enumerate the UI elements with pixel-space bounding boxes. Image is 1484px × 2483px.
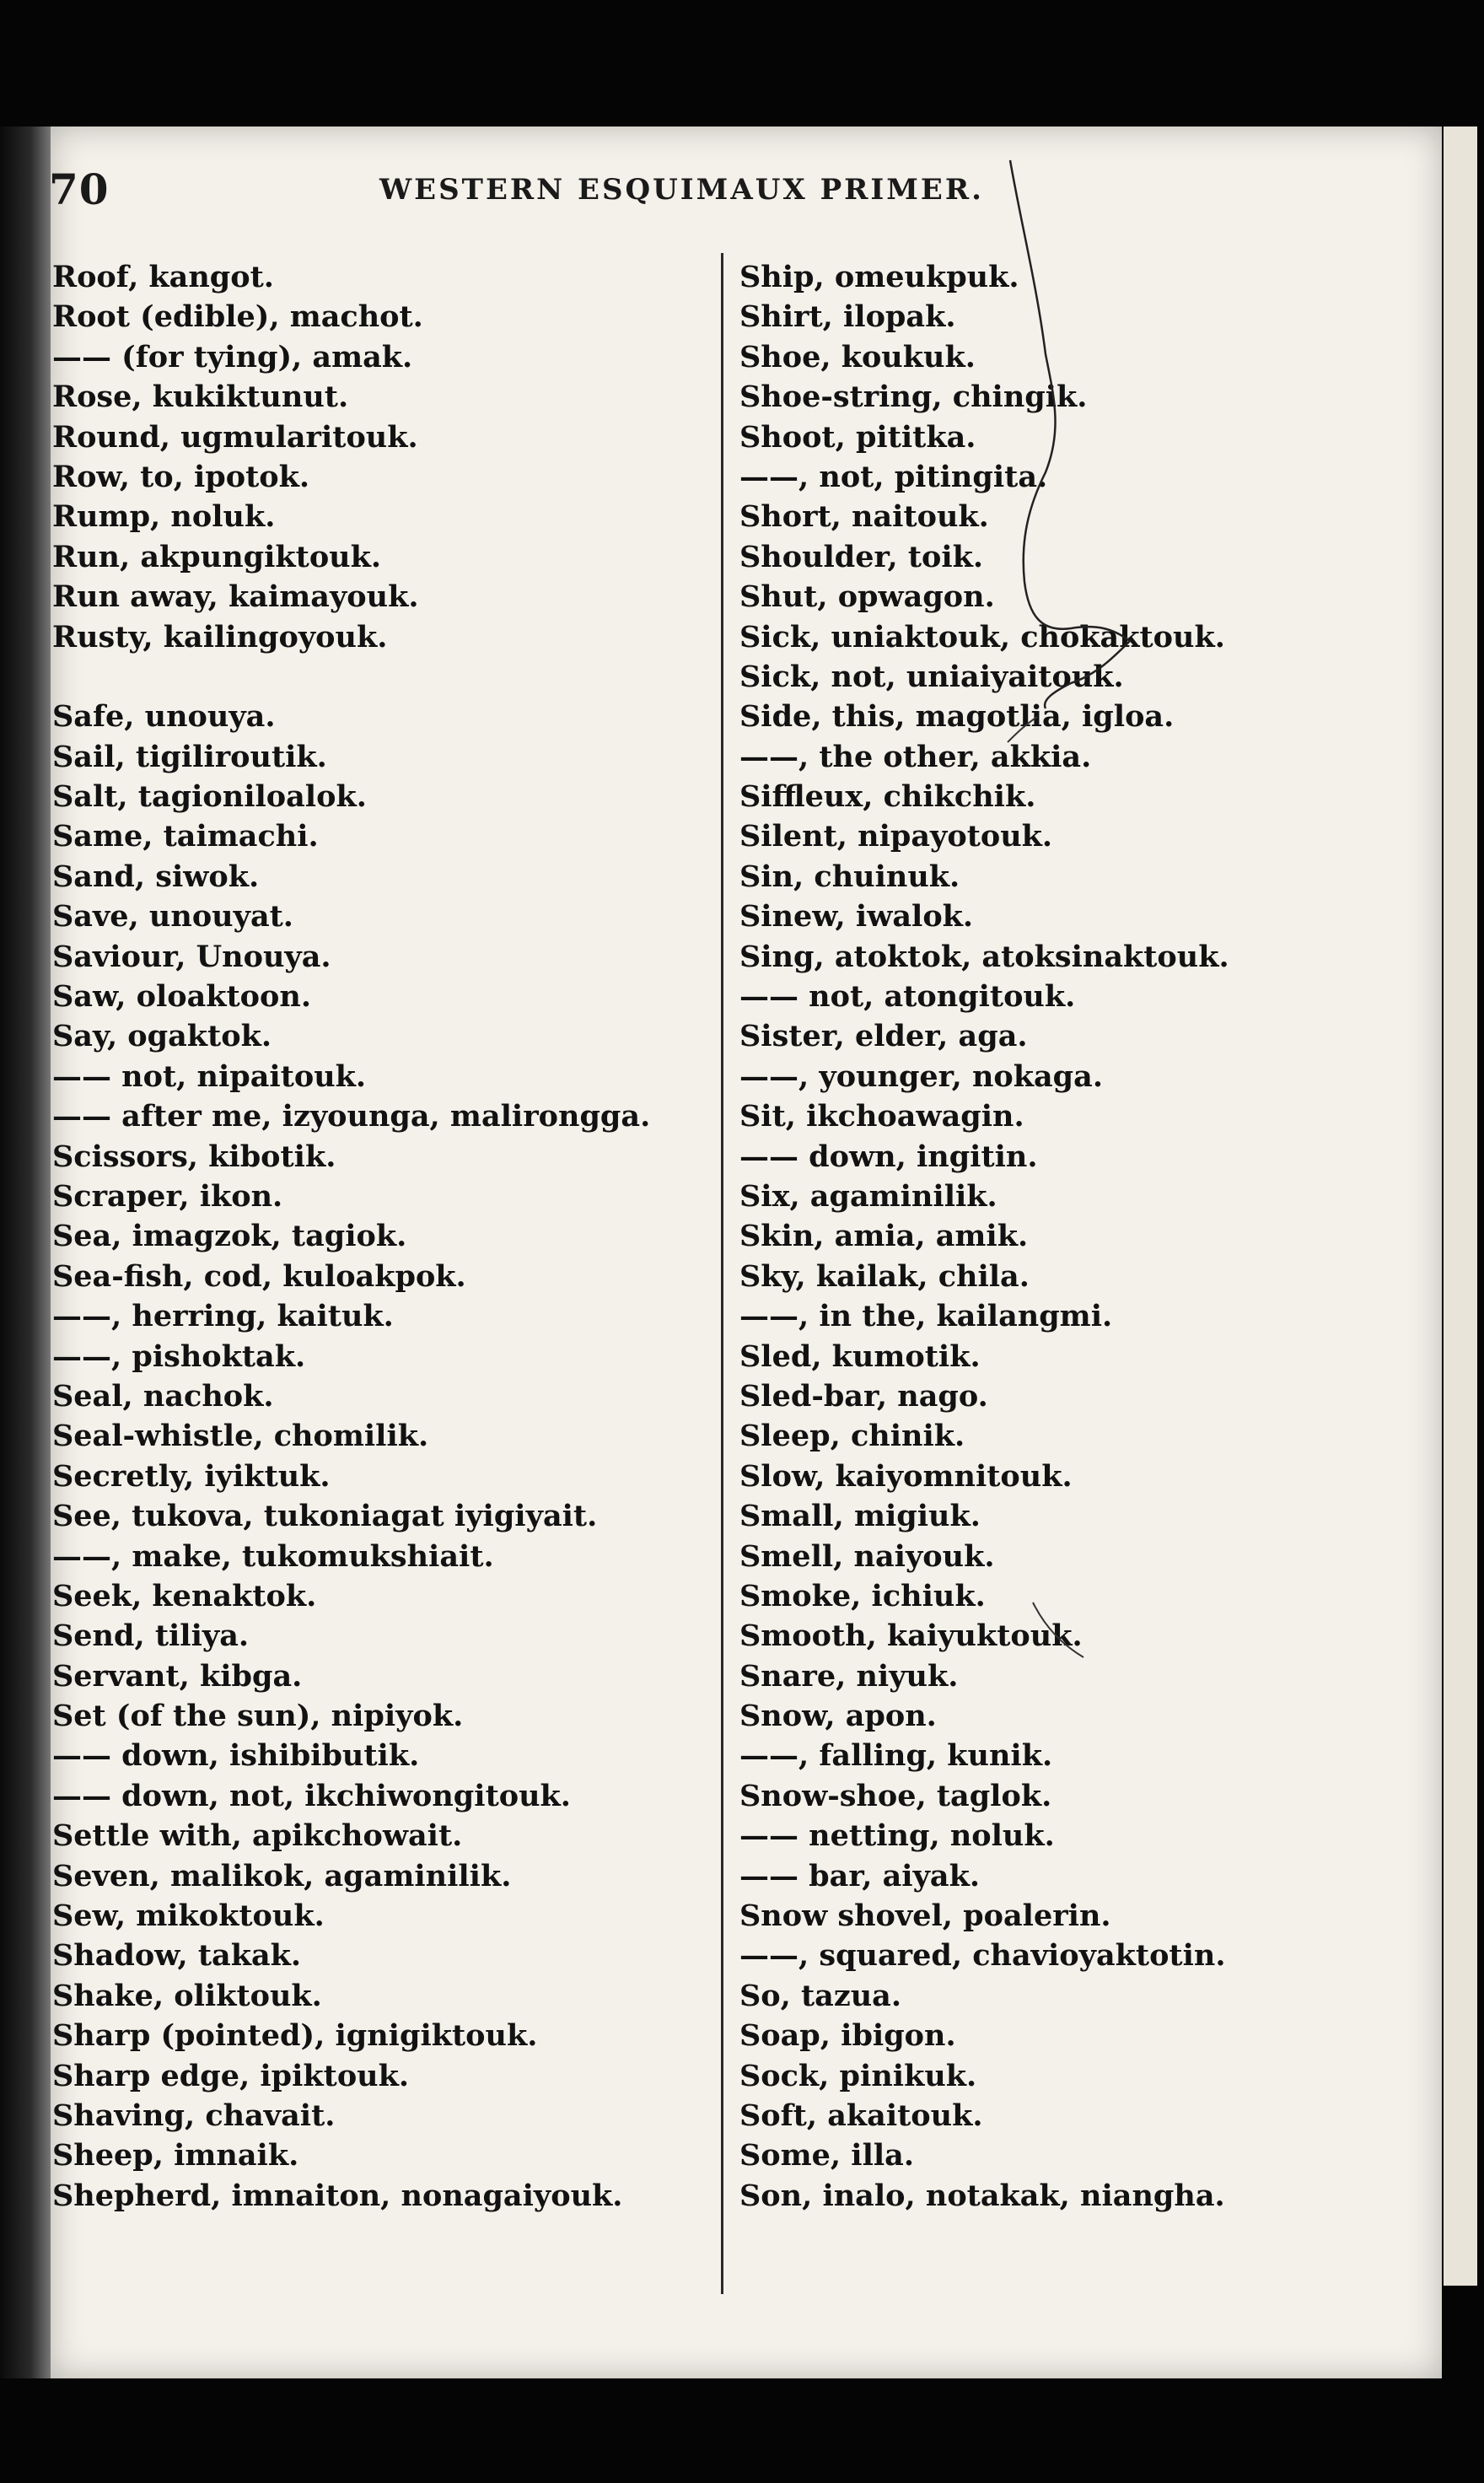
dictionary-entry: —— down, not, ikchiwongitouk. [52, 1778, 571, 1813]
dictionary-entry: Skin, amia, amik. [739, 1219, 1029, 1254]
dictionary-entry: Sock, pinikuk. [739, 2058, 977, 2093]
dictionary-entry: Shepherd, imnaiton, nonagaiyouk. [52, 2178, 623, 2213]
dictionary-entry: Sea, imagzok, tagiok. [52, 1219, 407, 1254]
dictionary-entry: Siffleux, chikchik. [739, 779, 1036, 815]
left-column [52, 257, 718, 2216]
dictionary-entry: Soap, ibigon. [739, 2018, 956, 2054]
dictionary-entry: —— after me, izyounga, malirongga. [52, 1099, 651, 1134]
dictionary-entry: Settle with, apikchowait. [52, 1818, 463, 1854]
dictionary-entry: Seek, kenaktok. [52, 1578, 317, 1613]
dictionary-entry: Sand, siwok. [52, 859, 260, 894]
dictionary-entry: Roof, kangot. [52, 260, 274, 294]
dictionary-entry: Son, inalo, notakak, niangha. [739, 2178, 1225, 2213]
dictionary-entry: Sinew, iwalok. [739, 899, 974, 934]
dictionary-entry: So, tazua. [739, 1978, 902, 2013]
dictionary-entry: Save, unouyat. [52, 899, 293, 934]
facing-page-edge [1444, 127, 1477, 2286]
dictionary-entry: Root (edible), machot. [52, 299, 423, 335]
dictionary-entry: Shut, opwagon. [739, 579, 995, 615]
dictionary-entry: Saviour, Unouya. [52, 939, 331, 974]
dictionary-entry: ——, falling, kunik. [739, 1738, 1053, 1774]
dictionary-entry: Scraper, ikon. [52, 1178, 283, 1214]
dictionary-entry: Safe, unouya. [52, 699, 276, 735]
dictionary-entry: Sit, ikchoawagin. [739, 1099, 1024, 1134]
page-number: 70 [49, 164, 110, 214]
dictionary-entry: Shoulder, toik. [739, 539, 984, 574]
dictionary-entry: Run away, kaimayouk. [52, 579, 419, 615]
dictionary-entry: Smell, naiyouk. [739, 1538, 995, 1574]
dictionary-entry: Sick, uniaktouk, chokaktouk. [739, 619, 1225, 654]
dictionary-entry: —— (for tying), amak. [52, 339, 413, 374]
dictionary-entry: —— bar, aiyak. [739, 1858, 981, 1893]
dictionary-entry: Side, this, magotlia, igloa. [739, 699, 1175, 735]
running-title: WESTERN ESQUIMAUX PRIMER. [379, 173, 984, 207]
dictionary-entry: Smooth, kaiyuktouk. [739, 1619, 1083, 1654]
right-column [739, 257, 1380, 2216]
dictionary-entry: Sled, kumotik. [739, 1338, 981, 1374]
dictionary-entry: Slow, kaiyomnitouk. [739, 1458, 1073, 1494]
dictionary-entry: Six, agaminilik. [739, 1178, 997, 1214]
dictionary-entry: Short, naitouk. [739, 499, 989, 535]
dictionary-entry: Sail, tigiliroutik. [52, 739, 327, 774]
dictionary-entry: —— not, nipaitouk. [52, 1058, 367, 1094]
dictionary-entry: Salt, tagioniloalok. [52, 779, 367, 815]
dictionary-entry: Scissors, kibotik. [52, 1139, 336, 1174]
dictionary-entry: ——, younger, nokaga. [739, 1058, 1104, 1094]
dictionary-entry: Sky, kailak, chila. [739, 1258, 1030, 1294]
dictionary-entry: ——, squared, chavioyaktotin. [739, 1938, 1226, 1974]
dictionary-entry: Rump, noluk. [52, 499, 276, 535]
dictionary-entry: Shadow, takak. [52, 1938, 302, 1974]
dictionary-entry: Secretly, iyiktuk. [52, 1458, 331, 1494]
dictionary-entry: Same, taimachi. [52, 819, 319, 854]
dictionary-entry: Sleep, chinik. [739, 1419, 965, 1454]
dictionary-entry: Shirt, ilopak. [739, 299, 956, 335]
dictionary-entry: Sled-bar, nago. [739, 1378, 988, 1414]
dictionary-entry: Sing, atoktok, atoksinaktouk. [739, 939, 1229, 974]
section-gap [52, 657, 718, 697]
dictionary-entry: Seven, malikok, agaminilik. [52, 1858, 512, 1893]
dictionary-entry: Seal, nachok. [52, 1378, 274, 1414]
dictionary-entry: Small, migiuk. [739, 1499, 981, 1534]
dictionary-entry: Sister, elder, aga. [739, 1019, 1028, 1054]
dictionary-entry: Rusty, kailingoyouk. [52, 619, 388, 654]
dictionary-entry: Seal-whistle, chomilik. [52, 1419, 429, 1454]
dictionary-entry: ——, make, tukomukshiait. [52, 1538, 494, 1574]
dictionary-entry: —— not, atongitouk. [739, 979, 1076, 1015]
dictionary-entry: ——, pishoktak. [52, 1338, 306, 1374]
dictionary-entry: Sharp (pointed), ignigiktouk. [52, 2018, 538, 2054]
dictionary-entry: —— down, ishibibutik. [52, 1738, 420, 1774]
dictionary-entry: Shake, oliktouk. [52, 1978, 322, 2013]
column-divider [721, 253, 723, 2294]
dictionary-entry: Shoe, koukuk. [739, 339, 976, 374]
dictionary-entry: ——, in the, kailangmi. [739, 1299, 1113, 1334]
dictionary-entry: —— netting, noluk. [739, 1818, 1055, 1854]
dictionary-entry: Snow-shoe, taglok. [739, 1778, 1052, 1813]
dictionary-entry: Some, illa. [739, 2138, 915, 2173]
dictionary-entry: Sheep, imnaik. [52, 2138, 299, 2173]
dictionary-entry: Sharp edge, ipiktouk. [52, 2058, 410, 2093]
dictionary-entry: Snow, apon. [739, 1699, 937, 1734]
dictionary-entry: Snow shovel, poalerin. [739, 1899, 1111, 1934]
dictionary-entry: Soft, akaitouk. [739, 2098, 983, 2133]
dictionary-entry: Rose, kukiktunut. [52, 380, 349, 415]
dictionary-entry: Servant, kibga. [52, 1658, 303, 1694]
dictionary-entry: Shoe-string, chingik. [739, 380, 1088, 415]
dictionary-entry: Silent, nipayotouk. [739, 819, 1053, 854]
dictionary-entry: Saw, oloaktoon. [52, 979, 312, 1015]
dictionary-entry: —— down, ingitin. [739, 1139, 1038, 1174]
dictionary-entry: Send, tiliya. [52, 1619, 250, 1654]
binding-shadow [0, 127, 51, 2378]
dictionary-entry: Snare, niyuk. [739, 1658, 959, 1694]
dictionary-entry: ——, the other, akkia. [739, 739, 1092, 774]
dictionary-entry: Ship, omeukpuk. [739, 260, 1019, 294]
dictionary-entry: Row, to, ipotok. [52, 459, 310, 494]
dictionary-entry: Sin, chuinuk. [739, 859, 960, 894]
dictionary-entry: Sew, mikoktouk. [52, 1899, 325, 1934]
dictionary-entry: ——, not, pitingita. [739, 459, 1048, 494]
dictionary-entry: Shaving, chavait. [52, 2098, 336, 2133]
dictionary-entry: Round, ugmularitouk. [52, 419, 418, 455]
dictionary-entry: ——, herring, kaituk. [52, 1299, 394, 1334]
dictionary-entry: Say, ogaktok. [52, 1019, 272, 1054]
dictionary-entry: See, tukova, tukoniagat iyigiyait. [52, 1499, 598, 1534]
dictionary-entry: Sea-fish, cod, kuloakpok. [52, 1258, 466, 1294]
dictionary-entry: Run, akpungiktouk. [52, 539, 382, 574]
dictionary-entry: Smoke, ichiuk. [739, 1578, 986, 1613]
dictionary-entry: Set (of the sun), nipiyok. [52, 1699, 464, 1734]
dictionary-entry: Shoot, pititka. [739, 419, 976, 455]
dictionary-entry: Sick, not, uniaiyaitouk. [739, 659, 1124, 694]
